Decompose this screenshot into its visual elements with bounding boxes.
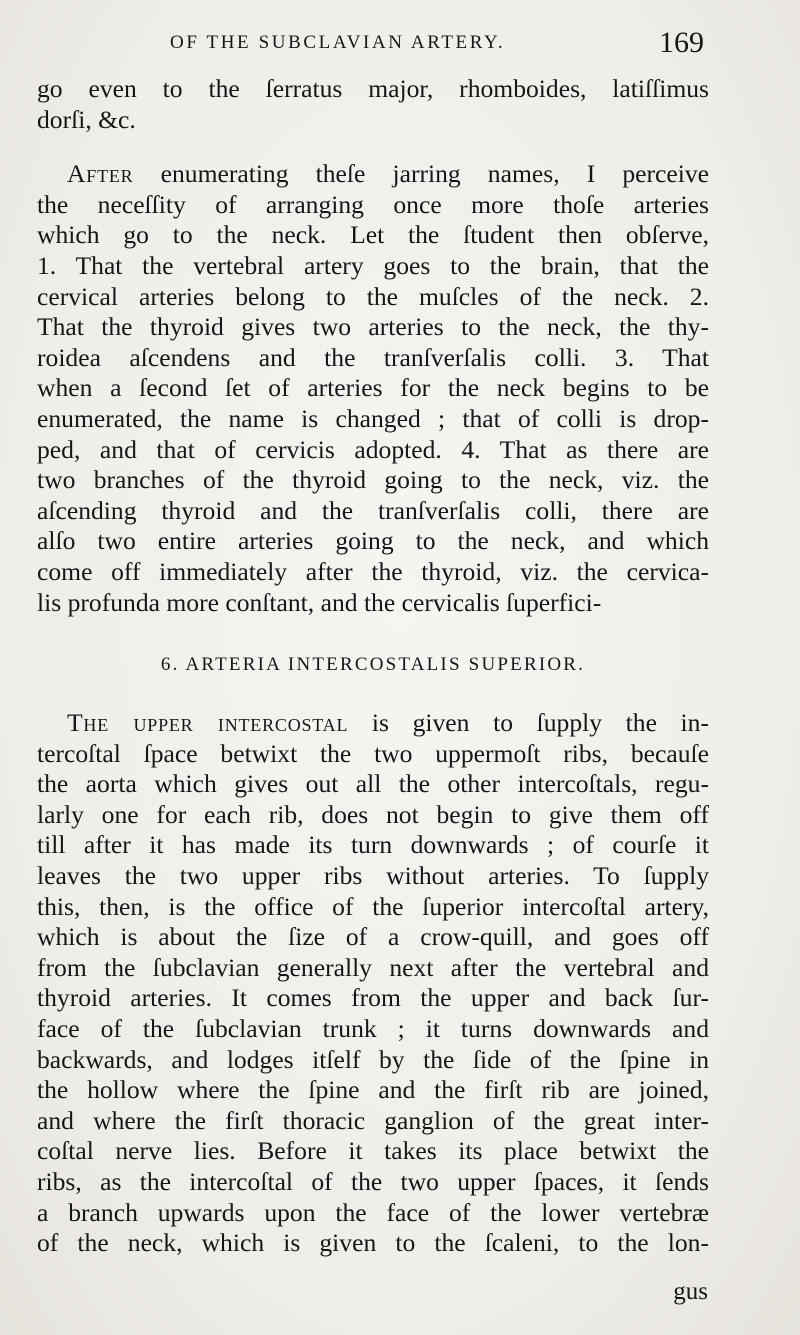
text-line: which go to the neck. Let the ſtudent then obſerve, xyxy=(37,220,709,250)
text-line: leaves the two upper ribs without arteries. To ſupply xyxy=(37,861,709,891)
text-line: of the neck, which is given to the ſcaleni, to the lon- xyxy=(37,1228,709,1258)
text-line: coſtal nerve lies. Before it takes its place betwixt the xyxy=(37,1136,709,1166)
text-line: tercoſtal ſpace betwixt the two uppermoſt ribs, becauſe xyxy=(37,738,709,768)
text-line: 1. That the vertebral artery goes to the brain, that the xyxy=(37,250,709,280)
text-line: two branches of the thyroid going to the neck, viz. the xyxy=(37,465,709,495)
text-line: ped, and that of cervicis adopted. 4. That as there are xyxy=(37,434,709,464)
text-line: alſo two entire arteries going to the neck, and which xyxy=(37,526,709,556)
text-line: That the thyroid gives two arteries to the neck, the thy- xyxy=(37,312,709,342)
running-head xyxy=(0,26,800,62)
text-line: enumerated, the name is changed ; that of colli is drop- xyxy=(37,403,709,433)
text-line-first xyxy=(37,159,709,190)
text-line-first xyxy=(37,708,709,739)
text-line: which is about the ſize of a crow-quill, and goes off xyxy=(37,922,709,952)
text-line: cervical arteries belong to the muſcles of the neck. 2. xyxy=(37,281,709,311)
text-line: larly one for each rib, does not begin to give them off xyxy=(37,799,709,829)
section-heading: 6. ARTERIA INTERCOSTALIS SUPERIOR. xyxy=(160,654,586,676)
catchword: gus xyxy=(673,1278,708,1305)
text-line: this, then, is the office of the ſuperior intercoſtal artery, xyxy=(37,891,709,921)
text-line: come off immediately after the thyroid, viz. the cervica- xyxy=(37,556,709,586)
text-line: aſcending thyroid and the tranſverſalis colli, there are xyxy=(37,495,709,525)
text-line: and where the firſt thoracic ganglion of the great inter- xyxy=(37,1105,709,1135)
text-line: a branch upwards upon the face of the lower vertebræ xyxy=(37,1197,709,1227)
running-title: OF THE SUBCLAVIAN ARTERY. xyxy=(170,32,506,53)
text-line: ribs, as the intercoſtal of the two upper ſpaces, it ſends xyxy=(37,1167,709,1196)
paragraph-upper-intercostal xyxy=(37,708,709,1259)
text-line: till after it has made its turn downwards ; of courſe it xyxy=(37,830,709,860)
text-line: from the ſubclavian generally next after the vertebral and xyxy=(37,952,709,982)
text-line: face of the ſubclavian trunk ; it turns downwards and xyxy=(37,1014,709,1044)
paragraph-arrangement xyxy=(37,159,709,618)
first-line-rest: is given to ſupply the in- xyxy=(371,708,709,738)
page-number: 169 xyxy=(659,26,704,59)
text-line: when a ſecond ſet of arteries for the neck begins to be xyxy=(37,373,709,403)
text-line: lis profunda more conſtant, and the cervicalis ſuperfici- xyxy=(37,587,602,617)
text-line: roidea aſcendens and the tranſverſalis colli. 3. That xyxy=(37,342,709,372)
paragraph-continuation xyxy=(37,74,709,135)
lead-word: After xyxy=(67,159,134,189)
first-line-rest: enumerating theſe jarring names, I perceive xyxy=(160,159,709,189)
text-line: backwards, and lodges itſelf by the ſide of the ſpine in xyxy=(37,1044,709,1074)
lead-phrase: The upper intercostal xyxy=(67,708,349,738)
text-line: the hollow where the ſpine and the firſt rib are joined, xyxy=(37,1075,709,1105)
text-line: the aorta which gives out all the other intercoſtals, regu- xyxy=(37,769,709,799)
text-line: dorſi, &c. xyxy=(37,104,136,134)
text-line: the neceſſity of arranging once more thoſe arteries xyxy=(37,189,709,219)
text-line: go even to the ſerratus major, rhomboides, latiſſimus xyxy=(37,74,709,103)
text-line: thyroid arteries. It comes from the upper and back ſur- xyxy=(37,983,709,1013)
body-text xyxy=(37,74,709,1259)
